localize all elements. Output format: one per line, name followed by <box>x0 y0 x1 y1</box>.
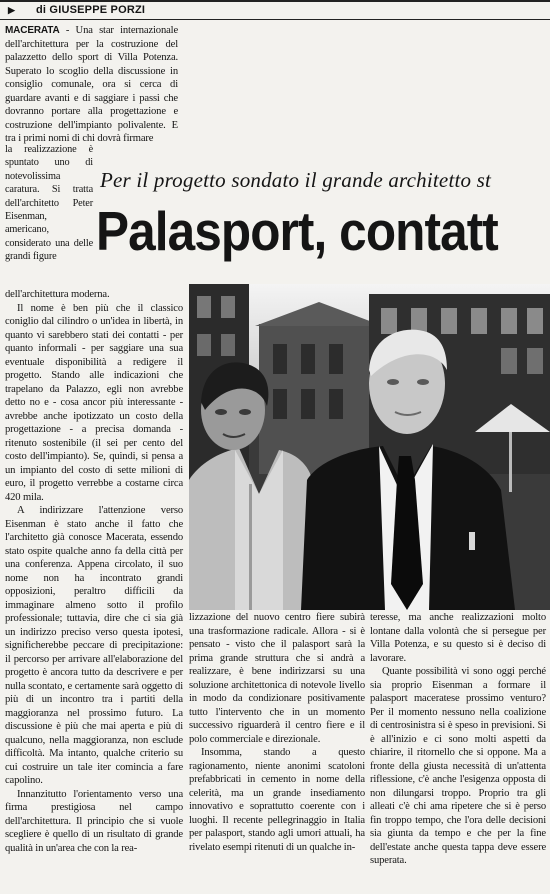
byline-marker: ▶ <box>8 5 15 15</box>
paragraph: lizzazione del nuovo centro fiere subirà una trasformazione radicale. Allora - si è pensato - visto che il palasport sarà la prima grande struttura che si andrà a realizzare, è bene indirizzarsi su una soluzione architettonica di notevole livello in modo da condizionare positivamente tutto l'intervento che in un momento successivo riguarderà il centro fiere e il polo commerciale e direzionale. <box>189 612 365 745</box>
lead-text: - Una star internazionale dell'architettura per la costruzione del palazzetto dello sport di Villa Potenza. Superato lo scoglio della discussione in consiglio comunale, ora si cerca di guardare avanti e di saggiare i passi che dovranno portare alla progettazione e costruzione dell'impianto polivalente. E tra i primi nomi di chi dovrà firmare <box>5 25 178 144</box>
narrow-paragraph: la realizzazione è spuntato uno di notevolissima caratura. Si tratta dell'architetto Peter Eisenman, americano, considerato una delle grandi figure <box>5 144 93 263</box>
paragraph: teresse, ma anche realizzazioni molto lontane dalla volontà che si persegue per Villa Potenza, e su questo si è deciso di lavorare. <box>370 612 546 664</box>
paragraph: Innanzitutto l'orientamento verso una firma prestigiosa nel campo dell'architettura. Il principio che si vuole scegliere è quello di un risultato di grande qualità in un'area che con la rea- <box>5 788 183 854</box>
byline-bar <box>0 0 550 20</box>
article-column-middle <box>189 611 365 854</box>
lead-paragraph <box>5 24 178 146</box>
headline-kicker: Per il progetto sondato il grande architetto st <box>100 168 492 192</box>
article-column-left <box>5 288 183 855</box>
photo-illustration <box>189 284 550 610</box>
paragraph: Il nome è ben più che il classico coniglio dal cilindro o un'idea in libertà, in quanto vi sarebbero stati dei contatti - per quanto informali - per saggiare una sua eventuale disponibilità a redigere il progetto. Stando alle indicazioni che trapelano da Palazzo, egli non avrebbe detto no e - cosa ancor più interessante - avrebbe anche ipotizzato un costo della progettazione - a precisa domanda - ritenuto sostenibile (il sei per cento del costo dell'impianto). Se, quindi, si pensa a un impianto del costo di sette milioni di euro, il progetto verrebbe a costarne circa 420 mila. <box>5 302 183 503</box>
byline-author: di GIUSEPPE PORZI <box>36 4 146 16</box>
paragraph: Quante possibilità vi sono oggi perché sia proprio Eisenman a formare il palasport maceratese prossimo venturo? Per il momento nessuno nella coalizione di centrosinistra si è speso in previsioni. Si è all'inizio e ci sono molti aspetti da chiarire, il ritornello che si oppone. Ma a fronte della giusta necessità di un'attenta riflessione, c'è anche l'esigenza opposta di non dilungarsi troppo. Proprio tra gli alleati c'è chi ama ripetere che si è perso fin troppo tempo, che l'ora delle decisioni sia giunta da tempo e che per la fine dell'estate anche questa tappa deve essere superata. <box>370 666 546 866</box>
article-column-narrow <box>5 143 93 264</box>
paragraph: dell'architettura moderna. <box>5 289 110 300</box>
news-photo <box>189 284 550 610</box>
article-column-lead <box>5 24 178 146</box>
paragraph: Insomma, stando a questo ragionamento, niente anonimi scatoloni prefabbricati in cemento in nome della celerità, ma un grande insediamento innovativo e soprattutto coerente con i luoghi. Il recente pellegrinaggio in Italia per palasport, stando agli umori attuali, ha rivelato esempi ritenuti di un qualche in- <box>189 747 365 853</box>
article-column-right <box>370 611 546 868</box>
dateline-place: MACERATA <box>5 25 60 36</box>
paragraph: A indirizzare l'attenzione verso Eisenman è stato anche il fatto che l'architetto già conosce Macerata, essendo stato ospite qualche anno fa della città per una conferenza. Appena circolato, il suo nome non ha incontrato grandi opposizioni, peraltro difficili da immaginare almeno sotto il profilo professionale; tuttavia, dire che ci sia già un indirizzo preciso verso questa ipotesi, significherebbe peccare di precipitazione: il percorso per arrivare all'elaborazione del progetto è ancora tutto da descrivere e per nulla scontato, e certamente sarà oggetto di più di un incontro tra i partiti della maggioranza nel prossimo futuro. La discussione è più che mai aperta e più di qualcuno, nella maggioranza, non esclude difficoltà. Ma intanto, qualche criterio su cui costruire un tale iter comincia a fare capolino. <box>5 505 183 786</box>
headline: Palasport, contatt <box>96 200 498 262</box>
